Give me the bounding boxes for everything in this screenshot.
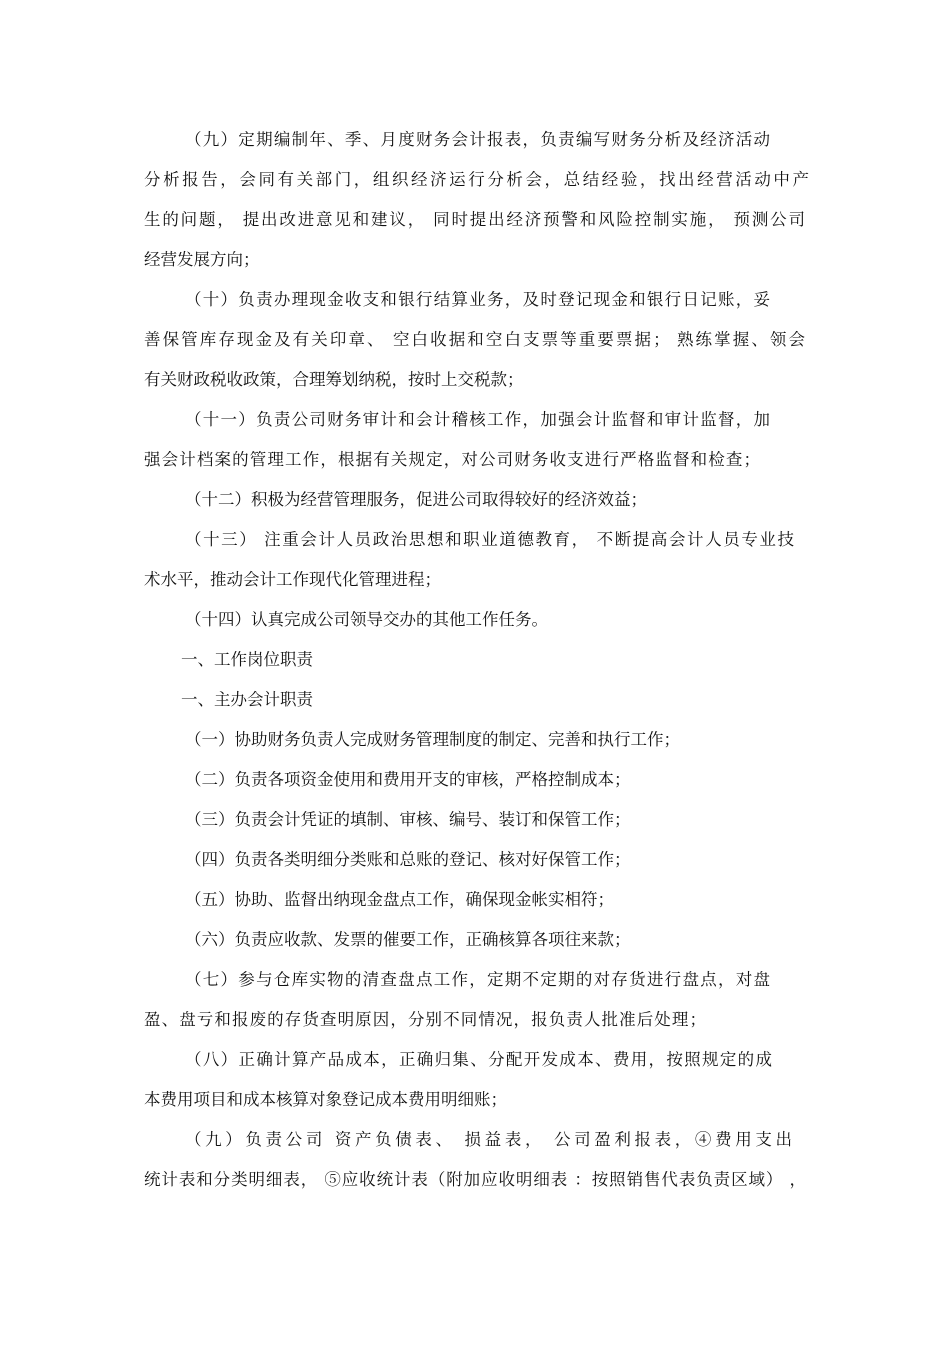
paragraph-line: （七）参与仓库实物的清查盘点工作，定期不定期的对存货进行盘点，对盘 bbox=[185, 970, 770, 989]
paragraph-line: （四）负责各类明细分类账和总账的登记、核对好保管工作； bbox=[185, 850, 631, 869]
paragraph-line: 有关财政税收政策，合理筹划纳税，按时上交税款； bbox=[144, 370, 524, 389]
paragraph-line: （二）负责各项资金使用和费用开支的审核，严格控制成本； bbox=[185, 770, 631, 789]
paragraph-line: （十一）负责公司财务审计和会计稽核工作，加强会计监督和审计监督，加 bbox=[185, 410, 770, 429]
paragraph-line: （八）正确计算产品成本，正确归集、分配开发成本、费用，按照规定的成 bbox=[185, 1050, 772, 1069]
paragraph-line: 善保管库存现金及有关印章、 空白收据和空白支票等重要票据； 熟练掌握、领会 bbox=[144, 330, 805, 349]
paragraph-line: （十三） 注重会计人员政治思想和职业道德教育， 不断提高会计人员专业技 bbox=[185, 530, 794, 549]
paragraph-line: （九）负责公司 资产负债表、 损益表， 公司盈利报表，④费用支出 bbox=[185, 1130, 792, 1149]
paragraph-line: 强会计档案的管理工作，根据有关规定，对公司财务收支进行严格监督和检查； bbox=[144, 450, 760, 469]
section-heading: 一、工作岗位职责 bbox=[181, 650, 313, 669]
paragraph-line: 本费用项目和成本核算对象登记成本费用明细账； bbox=[144, 1090, 507, 1109]
paragraph-line: （十二）积极为经营管理服务，促进公司取得较好的经济效益； bbox=[185, 490, 647, 509]
paragraph-line: 盈、盘亏和报废的存货查明原因，分别不同情况，报负责人批准后处理； bbox=[144, 1010, 706, 1029]
paragraph-line: （十）负责办理现金收支和银行结算业务，及时登记现金和银行日记账，妥 bbox=[185, 290, 770, 309]
paragraph-line: 术水平，推动会计工作现代化管理进程； bbox=[144, 570, 441, 589]
paragraph-line: 生的问题， 提出改进意见和建议， 同时提出经济预警和风险控制实施， 预测公司 bbox=[144, 210, 805, 229]
paragraph-line: （一）协助财务负责人完成财务管理制度的制定、完善和执行工作； bbox=[185, 730, 680, 749]
paragraph-line: （十四）认真完成公司领导交办的其他工作任务。 bbox=[185, 610, 548, 629]
paragraph-line: 分析报告，会同有关部门，组织经济运行分析会，总结经验，找出经营活动中产 bbox=[144, 170, 809, 189]
paragraph-line: （五）协助、监督出纳现金盘点工作，确保现金帐实相符； bbox=[185, 890, 614, 909]
section-heading: 一、主办会计职责 bbox=[181, 690, 313, 709]
paragraph-line: （三）负责会计凭证的填制、审核、编号、装订和保管工作； bbox=[185, 810, 631, 829]
paragraph-line: （六）负责应收款、发票的催要工作，正确核算各项往来款； bbox=[185, 930, 631, 949]
paragraph-line: （九）定期编制年、季、月度财务会计报表，负责编写财务分析及经济活动 bbox=[185, 130, 770, 149]
paragraph-line: 经营发展方向； bbox=[144, 250, 260, 269]
paragraph-line: 统计表和分类明细表， ⑤应收统计表（附加应收明细表 ：按照销售代表负责区域） ， bbox=[144, 1170, 806, 1189]
